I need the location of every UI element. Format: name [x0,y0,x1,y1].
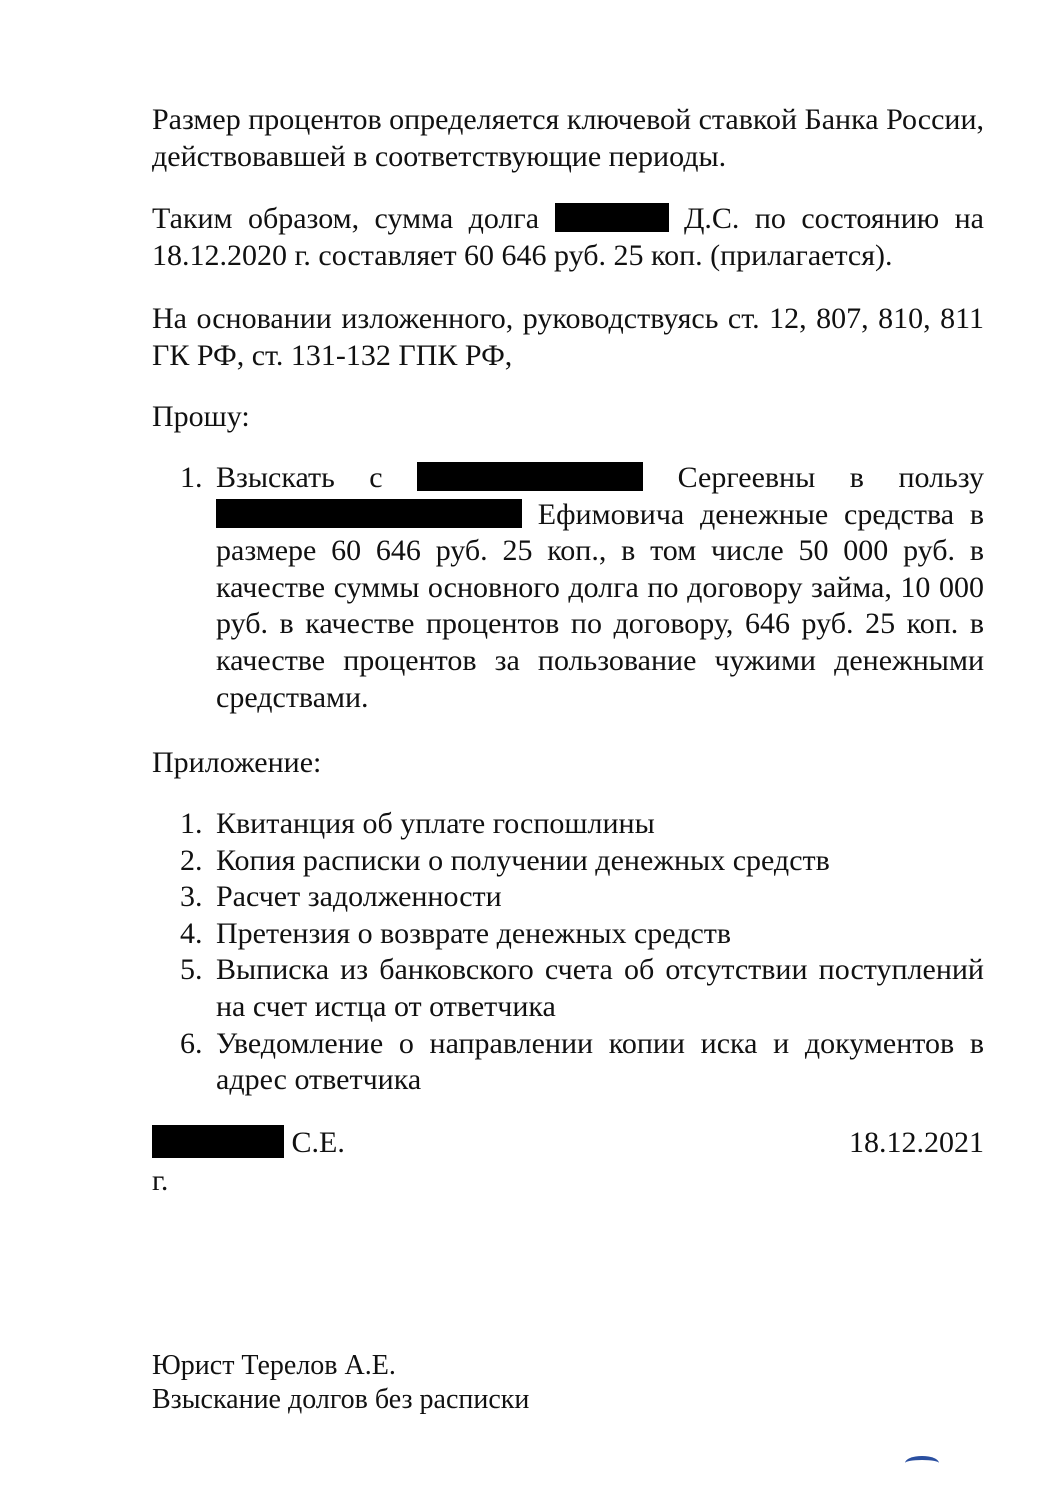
signature-initials: С.Е. [291,1126,345,1159]
signature-row [152,1124,984,1161]
paragraph-legal-basis: На основании изложенного, руководствуясь ст. 12, 807, 810, 811 ГК РФ, ст. 131-132 ГПК РФ, [152,302,984,372]
attachment-number: 5. [180,953,203,987]
paragraph-debt-amount-start: Таким образом, сумма долга [152,202,540,235]
attachment-number: 3. [180,880,203,914]
signature-date: 18.12.2021 [849,1126,984,1159]
paragraph-debt-amount-end: Д.С. по состоянию на 18.12.2020 г. составляет 60 646 руб. 25 коп. (прилагается). [152,202,984,272]
attachment-text: Выписка из банковского счета об отсутствии поступлений на счет истца от ответчика [216,953,984,1023]
pen-mark [905,1456,939,1470]
footer-service: Взыскание долгов без расписки [152,1384,530,1415]
redaction-box [152,1125,284,1158]
redaction-box [417,462,643,491]
signature-suffix: г. [152,1164,169,1197]
attachment-text: Расчет задолженности [216,880,502,914]
attachment-text: Копия расписки о получении денежных средств [216,843,830,877]
signature-name [152,1124,345,1161]
redaction-box [555,203,669,232]
request-item-number: 1. [180,461,203,494]
attachment-item [152,843,984,880]
request-item-text [216,460,984,716]
footer-author: Юрист Терелов А.Е. [152,1350,396,1381]
attachment-number: 2. [180,843,203,877]
request-item-text-part2: Сергеевны в пользу [677,461,984,494]
paragraph-interest-rate: Размер процентов определяется ключевой ставкой Банка России, действовавшей в соответствующие периоды. [152,103,984,173]
paragraph-debt-amount [152,200,984,274]
attachment-item [152,916,984,953]
attachment-number: 1. [180,807,203,840]
attachments-heading: Приложение: [152,746,322,779]
request-item-text-part3: Ефимовича денежные средства в размере 60 646 руб. 25 коп., в том числе 50 000 руб. в качестве суммы основного долга по договору займа, 10 000 руб. в качестве процентов по договору, 646 руб. 25 коп. в качестве процентов за пользование чужими денежными средствами. [216,497,984,714]
request-heading: Прошу: [152,400,250,433]
redaction-box [216,499,522,528]
attachments-list [152,806,984,1099]
attachment-item [152,879,984,916]
attachment-item [152,952,984,1025]
attachment-number: 6. [180,1026,203,1060]
attachment-number: 4. [180,916,203,950]
attachment-item [152,1026,984,1099]
attachment-text: Уведомление о направлении копии иска и документов в адрес ответчика [216,1026,984,1097]
request-list [152,460,984,716]
request-item [152,460,984,716]
attachment-item [152,806,984,843]
attachment-text: Претензия о возврате денежных средств [216,916,732,950]
attachment-text: Квитанция об уплате госпошлины [216,807,655,840]
request-item-text-part1: Взыскать с [216,461,383,494]
